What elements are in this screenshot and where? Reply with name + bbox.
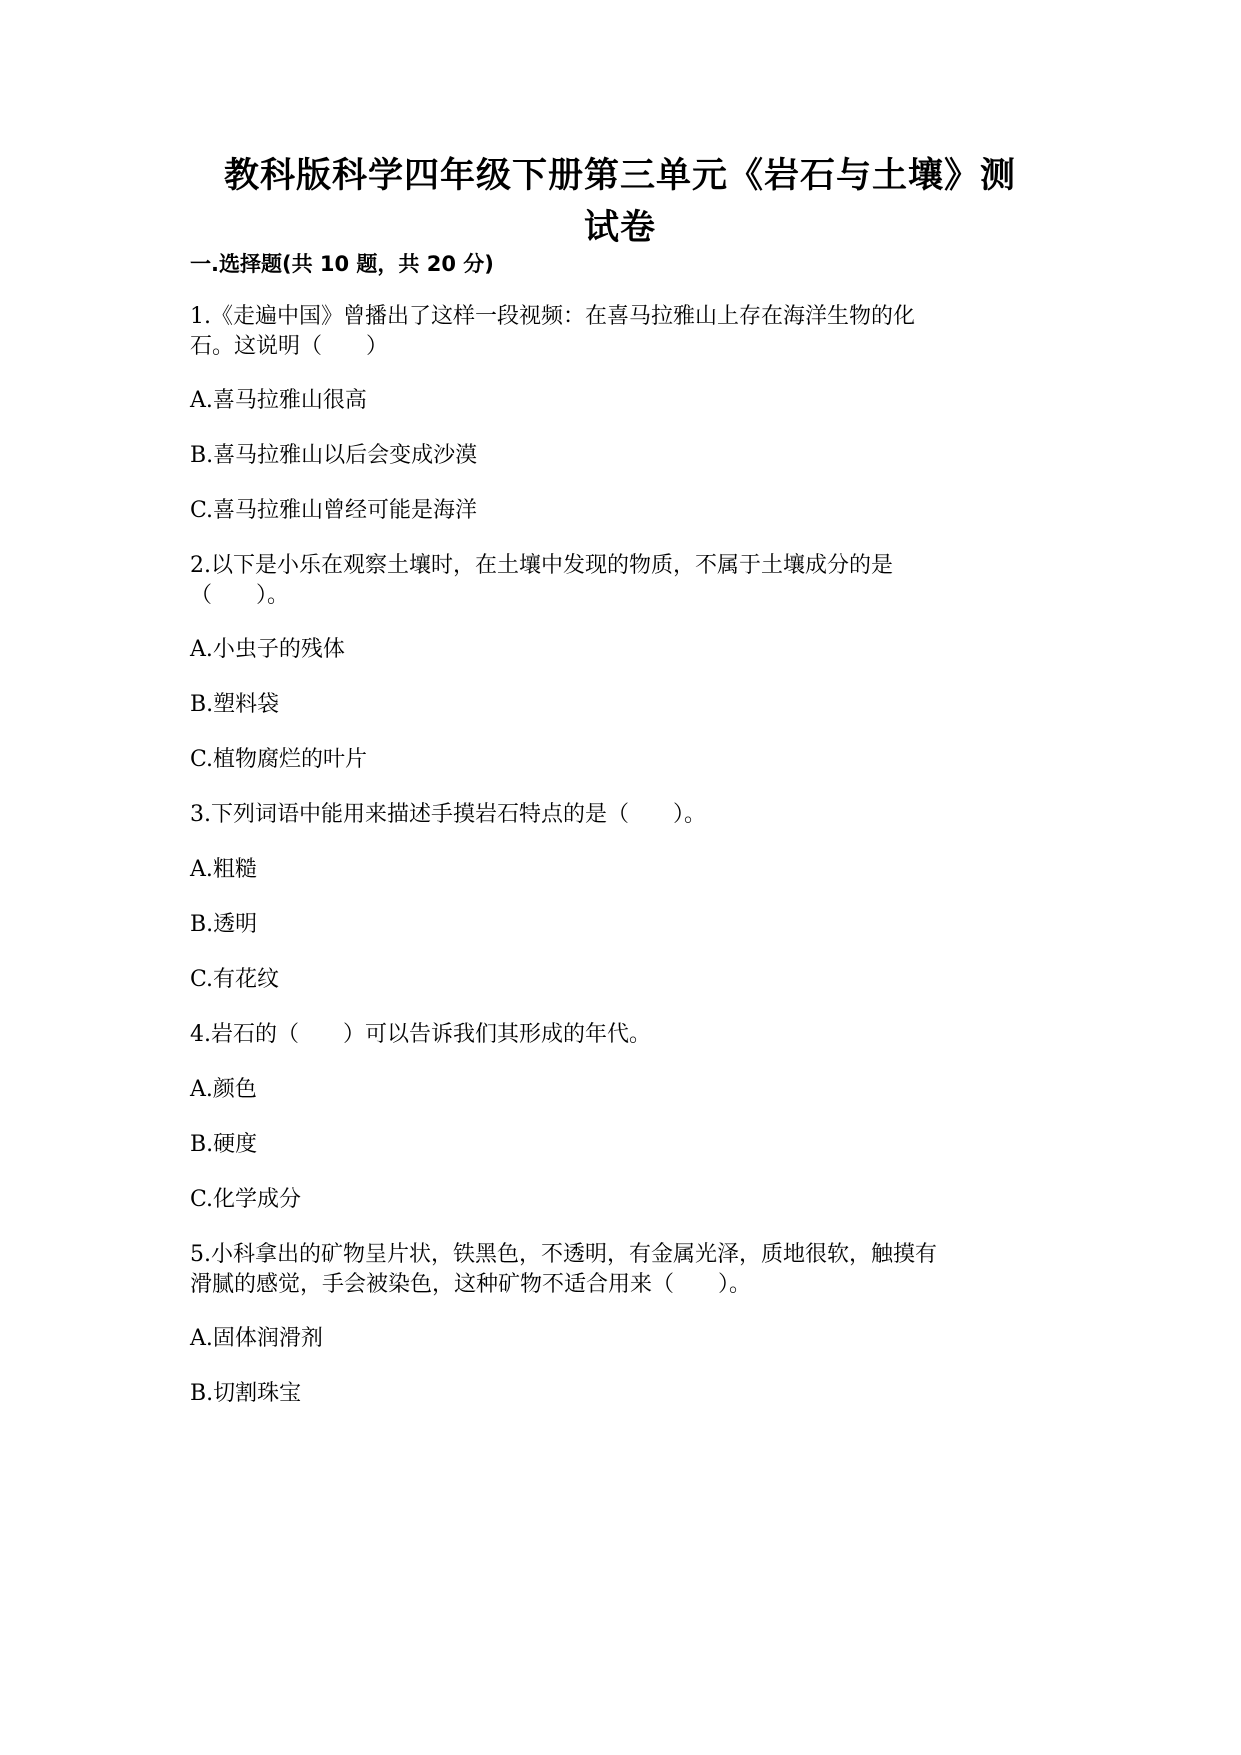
question-1-stem-line-1: 1.《走遍中国》曾播出了这样一段视频：在喜马拉雅山上存在海洋生物的化 (190, 304, 915, 329)
question-5-stem-line-1: 5.小科拿出的矿物呈片状，铁黑色，不透明，有金属光泽，质地很软，触摸有 (190, 1242, 937, 1267)
question-4-stem-line-1: 4.岩石的（ ）可以告诉我们其形成的年代。 (190, 1022, 651, 1047)
question-5-option-a: A.固体润滑剂 (190, 1326, 323, 1351)
question-5-stem-line-2: 滑腻的感觉，手会被染色，这种矿物不适合用来（ ）。 (190, 1272, 752, 1297)
question-3-option-b: B.透明 (190, 912, 258, 937)
title-line-1: 教科版科学四年级下册第三单元《岩石与土壤》测 (223, 156, 1016, 196)
question-2-option-b: B.塑料袋 (190, 692, 280, 717)
question-2-option-c: C.植物腐烂的叶片 (190, 747, 368, 772)
question-3-option-a: A.粗糙 (190, 857, 257, 882)
title-line-2: 试卷 (583, 208, 656, 248)
question-1-option-b: B.喜马拉雅山以后会变成沙漠 (190, 443, 478, 468)
question-2-stem-line-2: （ ）。 (190, 583, 290, 608)
question-1-option-a: A.喜马拉雅山很高 (190, 388, 367, 413)
question-4-option-a: A.颜色 (190, 1077, 257, 1102)
question-2-option-a: A.小虫子的残体 (190, 637, 345, 662)
question-2-stem-line-1: 2.以下是小乐在观察土壤时，在土壤中发现的物质，不属于土壤成分的是 (190, 553, 893, 578)
page-title (190, 150, 1050, 254)
question-5-option-b: B.切割珠宝 (190, 1381, 302, 1406)
section-heading: 一.选择题(共 10 题，共 20 分) (190, 252, 494, 276)
question-3-option-c: C.有花纹 (190, 967, 280, 992)
question-1-stem-line-2: 石。这说明（ ） (190, 334, 389, 359)
question-4-option-c: C.化学成分 (190, 1187, 302, 1212)
question-4-option-b: B.硬度 (190, 1132, 258, 1157)
question-3-stem-line-1: 3.下列词语中能用来描述手摸岩石特点的是（ ）。 (190, 802, 706, 827)
question-1-option-c: C.喜马拉雅山曾经可能是海洋 (190, 498, 478, 523)
